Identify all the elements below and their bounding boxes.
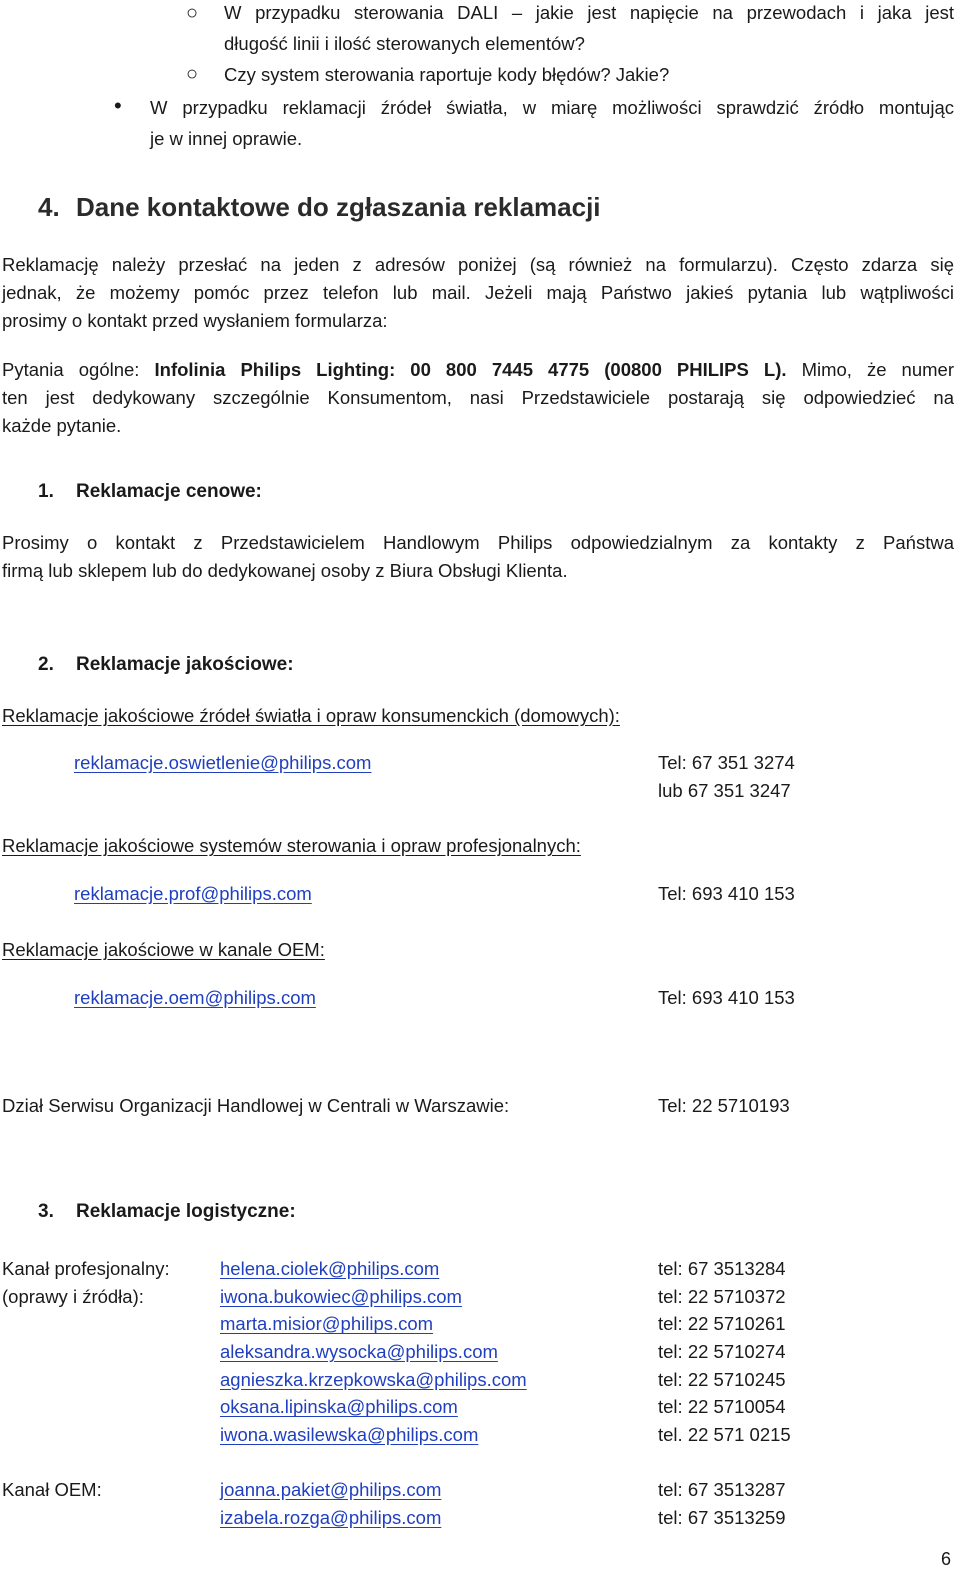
list-item xyxy=(220,1310,840,1338)
service-label: Dział Serwisu Organizacji Handlowej w Centrali w Warszawie: xyxy=(2,1095,510,1116)
consumer-heading: Reklamacje jakościowe źródeł światła i opraw konsumenckich (domowych): xyxy=(2,705,620,726)
prof-channel-sublabel: (oprawy i źródła): xyxy=(2,1286,144,1307)
contact-tel: tel: 67 3513259 xyxy=(658,1506,786,1528)
list-item xyxy=(220,1393,840,1421)
contact-email-link[interactable]: iwona.bukowiec@philips.com xyxy=(220,1285,462,1307)
bullet-3-line-2: je w innej oprawie. xyxy=(150,128,303,149)
contact-tel: tel: 22 5710245 xyxy=(658,1368,786,1390)
contact-tel: tel: 22 5710054 xyxy=(658,1396,786,1418)
list-item xyxy=(220,1421,840,1449)
hotline-info: Infolinia Philips Lighting: 00 800 7445 4775 (00800 PHILIPS L). xyxy=(154,359,787,380)
contact-tel: tel: 22 5710261 xyxy=(658,1313,786,1335)
bullet-circle-icon: ○ xyxy=(186,63,199,85)
oem-tel: Tel: 693 410 153 xyxy=(658,987,795,1008)
contact-tel: tel: 67 3513284 xyxy=(658,1258,786,1279)
hotline-note: Mimo, że numer xyxy=(786,359,954,380)
contact-tel: tel: 67 3513287 xyxy=(658,1479,786,1500)
consumer-tel-1: Tel: 67 351 3274 xyxy=(658,752,795,773)
bullet-dot-icon: • xyxy=(114,93,122,118)
prof-email-link[interactable]: reklamacje.prof@philips.com xyxy=(74,883,312,904)
sub-3-title: Reklamacje logistyczne: xyxy=(76,1201,296,1222)
list-item xyxy=(220,1338,840,1366)
bullet-2-line-1: Czy system sterowania raportuje kody błędów? Jakie? xyxy=(224,64,670,85)
contact-tel: tel: 22 5710274 xyxy=(658,1341,786,1363)
oem-email-link[interactable]: reklamacje.oem@philips.com xyxy=(74,987,316,1008)
bullet-1-line-2: długość linii i ilość sterowanych elementów? xyxy=(224,33,585,54)
page-number: 6 xyxy=(941,1549,952,1569)
section-4-paragraph-1-line-2: jednak, że możemy pomóc przez telefon lub mail. Jeżeli mają Państwo jakieś pytania lub wątpliwości xyxy=(2,282,954,303)
section-4-paragraph-2-line-2: ten jest dedykowany szczególnie Konsumentom, nasi Przedstawiciele postarają się odpowiedzieć na xyxy=(2,387,954,408)
bullet-1-line-1: W przypadku sterowania DALI – jakie jest napięcie na przewodach i jaka jest xyxy=(224,2,954,23)
sub-1-number: 1. xyxy=(38,481,54,502)
section-4-number: 4. xyxy=(38,192,60,222)
consumer-email-link[interactable]: reklamacje.oswietlenie@philips.com xyxy=(74,752,372,773)
section-4-paragraph-1-line-1: Reklamację należy przesłać na jeden z adresów poniżej (są również na formularzu). Często zdarza się xyxy=(2,254,954,275)
oem-contacts-list xyxy=(220,1476,840,1531)
sub-1-title: Reklamacje cenowe: xyxy=(76,481,262,502)
consumer-tel-2: lub 67 351 3247 xyxy=(658,780,791,801)
prof-heading: Reklamacje jakościowe systemów sterowania i opraw profesjonalnych: xyxy=(2,835,581,856)
list-item xyxy=(220,1283,840,1311)
list-item xyxy=(220,1504,840,1532)
contact-email-link[interactable]: oksana.lipinska@philips.com xyxy=(220,1396,458,1418)
prof-tel: Tel: 693 410 153 xyxy=(658,883,795,904)
bullet-circle-icon: ○ xyxy=(186,2,199,24)
sub-2-title: Reklamacje jakościowe: xyxy=(76,654,294,675)
sub-2-number: 2. xyxy=(38,654,54,675)
general-questions-label: Pytania ogólne: xyxy=(2,359,155,380)
prof-channel-label: Kanał profesjonalny: xyxy=(2,1258,170,1279)
list-item xyxy=(220,1476,840,1504)
contact-email-link[interactable]: joanna.pakiet@philips.com xyxy=(220,1479,442,1500)
list-item xyxy=(220,1255,840,1283)
contact-email-link[interactable]: agnieszka.krzepkowska@philips.com xyxy=(220,1368,527,1390)
contact-email-link[interactable]: aleksandra.wysocka@philips.com xyxy=(220,1341,498,1363)
contact-email-link[interactable]: izabela.rozga@philips.com xyxy=(220,1506,442,1528)
section-4-paragraph-2-line-1 xyxy=(2,356,954,384)
sub-1-line-1: Prosimy o kontakt z Przedstawicielem Handlowym Philips odpowiedzialnym za kontakty z Państwa xyxy=(2,532,954,553)
contact-tel: tel: 22 5710372 xyxy=(658,1285,786,1307)
section-4-title: Dane kontaktowe do zgłaszania reklamacji xyxy=(76,192,601,222)
sub-3-number: 3. xyxy=(38,1201,54,1222)
oem-channel-label: Kanał OEM: xyxy=(2,1479,102,1500)
contact-email-link[interactable]: iwona.wasilewska@philips.com xyxy=(220,1424,479,1446)
section-4-paragraph-1-line-3: prosimy o kontakt przed wysłaniem formularza: xyxy=(2,310,388,331)
oem-heading: Reklamacje jakościowe w kanale OEM: xyxy=(2,939,325,960)
contact-email-link[interactable]: marta.misior@philips.com xyxy=(220,1313,434,1335)
contact-email-link[interactable]: helena.ciolek@philips.com xyxy=(220,1258,440,1279)
service-tel: Tel: 22 5710193 xyxy=(658,1095,790,1116)
bullet-3-line-1: W przypadku reklamacji źródeł światła, w miarę możliwości sprawdzić źródło montując xyxy=(150,97,954,118)
list-item xyxy=(220,1366,840,1394)
section-4-paragraph-2-line-3: każde pytanie. xyxy=(2,415,122,436)
sub-1-line-2: firmą lub sklepem lub do dedykowanej osoby z Biura Obsługi Klienta. xyxy=(2,560,568,581)
prof-contacts-list xyxy=(220,1255,840,1449)
contact-tel: tel. 22 571 0215 xyxy=(658,1424,791,1446)
